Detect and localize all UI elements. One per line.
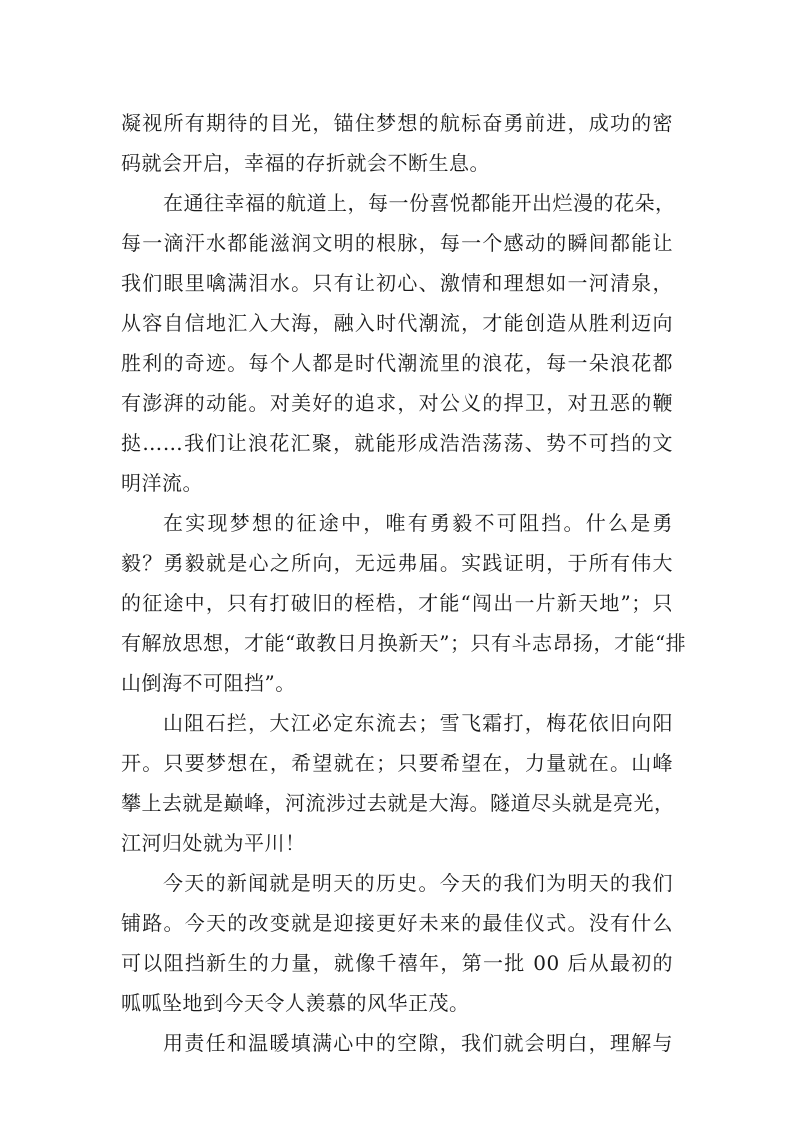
text-line-20: 今天的新闻就是明天的历史。今天的我们为明天的我们 — [163, 871, 673, 895]
text-line-6: 从容自信地汇入大海，融入时代潮流，才能创造从胜利迈向 — [121, 311, 673, 335]
text-line-24: 用责任和温暖填满心中的空隙，我们就会明白，理解与 — [163, 1031, 673, 1055]
text-line-22: 可以阻挡新生的力量，就像千禧年，第一批 00 后从最初的 — [121, 951, 673, 975]
text-line-7: 胜利的奇迹。每个人都是时代潮流里的浪花，每一朵浪花都 — [121, 351, 673, 375]
text-line-16: 山阻石拦，大江必定东流去；雪飞霜打，梅花依旧向阳 — [163, 711, 673, 735]
text-line-9: 挞……我们让浪花汇聚，就能形成浩浩荡荡、势不可挡的文 — [121, 431, 673, 455]
text-line-4: 每一滴汗水都能滋润文明的根脉，每一个感动的瞬间都能让 — [121, 231, 673, 255]
text-line-13: 的征途中，只有打破旧的桎梏，才能“闯出一片新天地”；只 — [121, 591, 673, 615]
text-line-23: 呱呱坠地到今天令人羡慕的风华正茂。 — [121, 991, 470, 1015]
text-line-19: 江河归处就为平川！ — [121, 831, 306, 855]
text-line-12: 毅？勇毅就是心之所向，无远弗届。实践证明，于所有伟大 — [121, 551, 673, 575]
text-line-8: 有澎湃的动能。对美好的追求，对公义的捍卫，对丑恶的鞭 — [121, 391, 673, 415]
text-line-5: 我们眼里噙满泪水。只有让初心、激情和理想如一河清泉， — [121, 271, 673, 295]
text-line-10: 明洋流。 — [121, 471, 203, 495]
text-line-21: 铺路。今天的改变就是迎接更好未来的最佳仪式。没有什么 — [121, 911, 673, 935]
text-line-15: 山倒海不可阻挡”。 — [121, 671, 296, 695]
text-line-14: 有解放思想，才能“敢教日月换新天”；只有斗志昂扬，才能“排 — [121, 631, 687, 655]
text-line-2: 码就会开启，幸福的存折就会不断生息。 — [121, 151, 490, 175]
text-line-17: 开。只要梦想在，希望就在；只要希望在，力量就在。山峰 — [121, 751, 673, 775]
text-line-3: 在通往幸福的航道上，每一份喜悦都能开出烂漫的花朵， — [163, 191, 676, 215]
text-line-1: 凝视所有期待的目光，锚住梦想的航标奋勇前进，成功的密 — [121, 111, 673, 135]
text-line-18: 攀上去就是巅峰，河流涉过去就是大海。隧道尽头就是亮光， — [121, 791, 675, 815]
text-line-11: 在实现梦想的征途中，唯有勇毅不可阻挡。什么是勇 — [163, 511, 673, 535]
